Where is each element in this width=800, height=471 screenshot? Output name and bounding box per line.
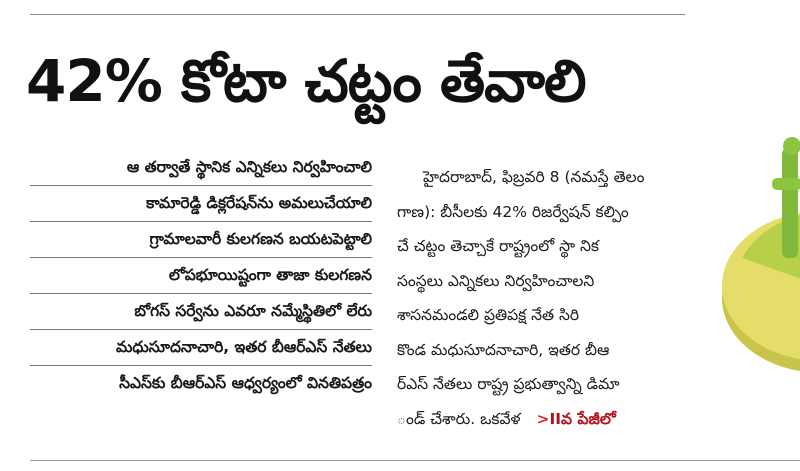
top-divider <box>30 14 685 15</box>
continued-page-link[interactable] <box>537 410 616 428</box>
top-strip-cropped-text <box>0 0 690 10</box>
bullet-item: మధుసూదనాచారి, ఇతర బీఆర్ఎస్ నేతలు <box>30 330 372 366</box>
bullet-item: కామారెడ్డి డిక్లరేషన్‌ను అమలుచేయాలి <box>30 186 372 222</box>
bullet-item: గ్రామాలవారీ కులగణన బయటపెట్టాలి <box>30 222 372 258</box>
article-line: గాణ): బీసీలకు 42% రిజర్వేషన్ కల్పిం <box>397 202 629 221</box>
article-line: శాసనమండలి ప్రతిపక్ష నేత సిరి <box>397 306 580 324</box>
bullet-item: బోగస్ సర్వేను ఎవరూ నమ్మేస్థితిలో లేరు <box>30 294 372 330</box>
article-line: ర్ఎస్ నేతలు రాష్ట్ర ప్రభుత్వాన్ని డిమా <box>397 375 620 393</box>
continued-page-label: IIవ పేజీలో <box>549 409 616 428</box>
article-line: హైదరాబాద్, ఫిబ్రవరి 8 (నమస్తే తెలం <box>423 168 645 186</box>
headline: 42% కోటా చట్టం తేవాలి <box>26 47 586 115</box>
article-last-line <box>397 402 732 437</box>
article-body <box>397 160 732 436</box>
bullet-list <box>30 150 372 402</box>
article-line: చే చట్టం తెచ్చాకే రాష్ట్రంలో స్థా నిక <box>397 237 600 255</box>
pie-chart-figure-icon <box>712 118 800 408</box>
article-line: ండ్ చేశారు. ఒకవేళ <box>397 409 521 428</box>
jump-arrow-icon: > <box>536 409 550 428</box>
column-divider <box>384 150 385 440</box>
bottom-divider <box>30 460 800 461</box>
article-line: కొండ మధుసూదనాచారి, ఇతర బీఆ <box>397 340 610 359</box>
bullet-item: లోపభూయిష్టంగా తాజా కులగణన <box>30 258 372 294</box>
bullet-item: ఆ తర్వాతే స్థానిక ఎన్నికలు నిర్వహించాలి <box>30 150 372 186</box>
bullet-item: సీఎస్‌కు బీఆర్ఎస్ ఆధ్వర్యంలో వినతిపత్రం <box>119 374 372 392</box>
article-line: సంస్థలు ఎన్నికలు నిర్వహించాలని <box>397 271 595 290</box>
